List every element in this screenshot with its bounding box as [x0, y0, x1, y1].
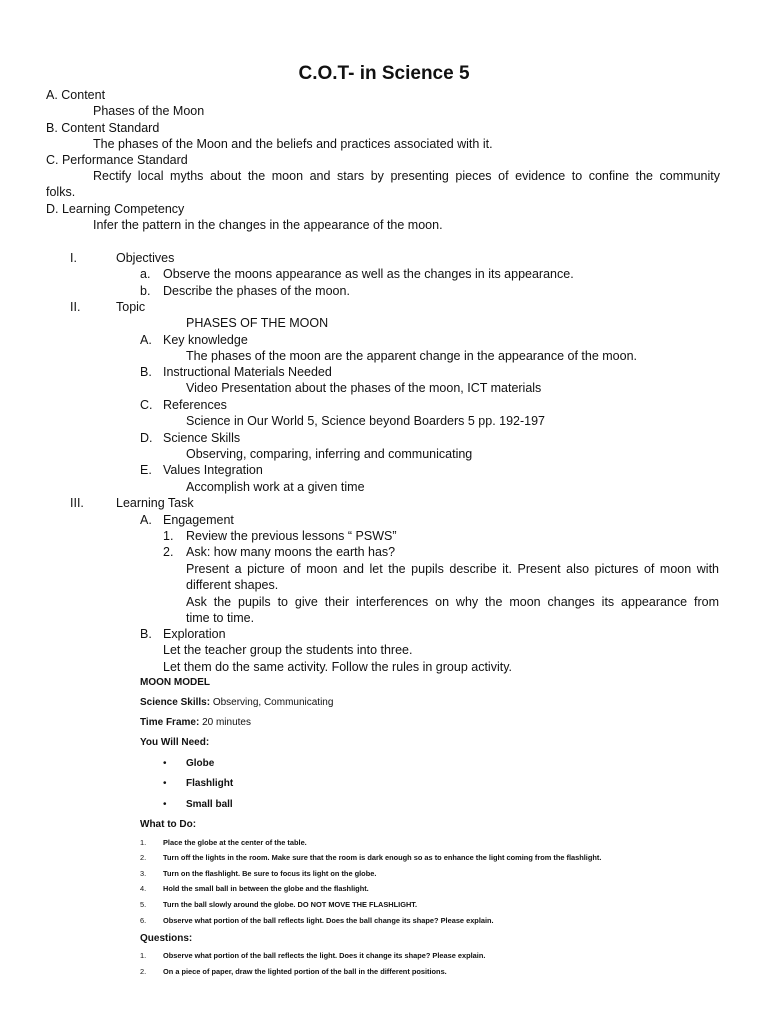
performance-standard-label: C. Performance Standard — [46, 153, 188, 167]
bullet-icon: • — [163, 799, 167, 810]
objectives-label: Objectives — [116, 251, 175, 265]
time-frame-value: 20 minutes — [199, 717, 251, 728]
content-standard-text: The phases of the Moon and the beliefs and practices associated with it. — [93, 137, 493, 151]
engagement-paragraph: Present a picture of moon and let the pupils describe it. Present also pictures of moon with — [186, 562, 719, 576]
topic-item-label: References — [163, 398, 227, 412]
activity-skills — [140, 696, 333, 709]
topic-item-mark: E. — [140, 463, 152, 477]
step-num: 4. — [140, 884, 147, 893]
material-item: Small ball — [186, 799, 233, 810]
topic-item-mark: C. — [140, 398, 153, 412]
step-num: 5. — [140, 900, 147, 909]
bullet-icon: • — [163, 778, 167, 789]
topic-item-label: Science Skills — [163, 431, 241, 445]
learning-task-label: Learning Task — [116, 496, 194, 510]
question-text: On a piece of paper, draw the lighted portion of the ball in the different positions. — [163, 967, 447, 976]
step-num: 1. — [140, 838, 147, 847]
question-num: 2. — [140, 967, 147, 976]
engagement-step-num: 2. — [163, 545, 174, 559]
questions-label: Questions: — [140, 933, 193, 944]
content-label: A. Content — [46, 88, 106, 102]
question-num: 1. — [140, 951, 147, 960]
engagement-paragraph-end: time to time. — [186, 611, 255, 625]
step-num: 2. — [140, 853, 147, 862]
time-frame-label: Time Frame: — [140, 717, 200, 728]
exploration-label: Exploration — [163, 627, 226, 641]
objective-b-text: Describe the phases of the moon. — [163, 284, 350, 298]
topic-item-text: Observing, comparing, inferring and communicating — [186, 447, 473, 461]
objective-a-text: Observe the moons appearance as well as the changes in its appearance. — [163, 267, 574, 281]
section-number-2: II. — [70, 300, 81, 314]
topic-item-mark: B. — [140, 365, 152, 379]
step-text: Turn the ball slowly around the globe. DO NOT MOVE THE FLASHLIGHT. — [163, 900, 418, 909]
skills-value: Observing, Communicating — [210, 697, 334, 708]
step-num: 3. — [140, 869, 147, 878]
topic-item-label: Key knowledge — [163, 333, 248, 347]
section-number-3: III. — [70, 496, 84, 510]
topic-label: Topic — [116, 300, 146, 314]
engagement-step-text: Ask: how many moons the earth has? — [186, 545, 396, 559]
performance-standard-text: Rectify local myths about the moon and stars by presenting pieces of evidence to confine the community — [93, 169, 720, 183]
what-to-do-label: What to Do: — [140, 819, 197, 830]
engagement-paragraph-end: different shapes. — [186, 578, 279, 592]
material-item: Globe — [186, 758, 215, 769]
step-text: Hold the small ball in between the globe and the flashlight. — [163, 884, 369, 893]
topic-item-label: Values Integration — [163, 463, 263, 477]
content-text: Phases of the Moon — [93, 104, 205, 118]
section-number-1: I. — [70, 251, 77, 265]
activity-time-frame — [140, 716, 251, 729]
skills-label: Science Skills: — [140, 697, 211, 708]
topic-item-text: Science in Our World 5, Science beyond Boarders 5 pp. 192-197 — [186, 414, 546, 428]
material-item: Flashlight — [186, 778, 234, 789]
step-text: Turn off the lights in the room. Make sure that the room is dark enough so as to enhance the light coming from the flashlight. — [163, 853, 602, 862]
learning-competency-text: Infer the pattern in the changes in the appearance of the moon. — [93, 218, 443, 232]
objective-a-mark: a. — [140, 267, 151, 281]
exploration-mark: B. — [140, 627, 152, 641]
engagement-mark: A. — [140, 513, 152, 527]
learning-competency-label: D. Learning Competency — [46, 202, 185, 216]
document-title: C.O.T- in Science 5 — [298, 63, 470, 84]
topic-item-text: Video Presentation about the phases of the moon, ICT materials — [186, 381, 542, 395]
topic-item-mark: D. — [140, 431, 153, 445]
exploration-text: Let them do the same activity. Follow the rules in group activity. — [163, 660, 512, 674]
engagement-label: Engagement — [163, 513, 234, 527]
materials-label: You Will Need: — [140, 737, 210, 748]
performance-standard-text-end: folks. — [46, 185, 76, 199]
topic-item-text: The phases of the moon are the apparent change in the appearance of the moon. — [186, 349, 638, 363]
topic-heading: PHASES OF THE MOON — [186, 316, 329, 330]
content-standard-label: B. Content Standard — [46, 121, 160, 135]
exploration-text: Let the teacher group the students into three. — [163, 643, 413, 657]
bullet-icon: • — [163, 758, 167, 769]
topic-item-label: Instructional Materials Needed — [163, 365, 332, 379]
objective-b-mark: b. — [140, 284, 151, 298]
engagement-step-num: 1. — [163, 529, 174, 543]
step-num: 6. — [140, 916, 147, 925]
topic-item-text: Accomplish work at a given time — [186, 480, 365, 494]
engagement-step-text: Review the previous lessons “ PSWS” — [186, 529, 397, 543]
step-text: Turn on the flashlight. Be sure to focus its light on the globe. — [163, 869, 377, 878]
activity-title: MOON MODEL — [140, 677, 210, 688]
topic-item-mark: A. — [140, 333, 152, 347]
step-text: Place the globe at the center of the table. — [163, 838, 307, 847]
question-text: Observe what portion of the ball reflects the light. Does it change its shape? Please explain. — [163, 951, 486, 960]
engagement-paragraph: Ask the pupils to give their interferences on why the moon changes its appearance from — [186, 595, 719, 609]
step-text: Observe what portion of the ball reflects light. Does the ball change its shape? Please explain. — [163, 916, 494, 925]
